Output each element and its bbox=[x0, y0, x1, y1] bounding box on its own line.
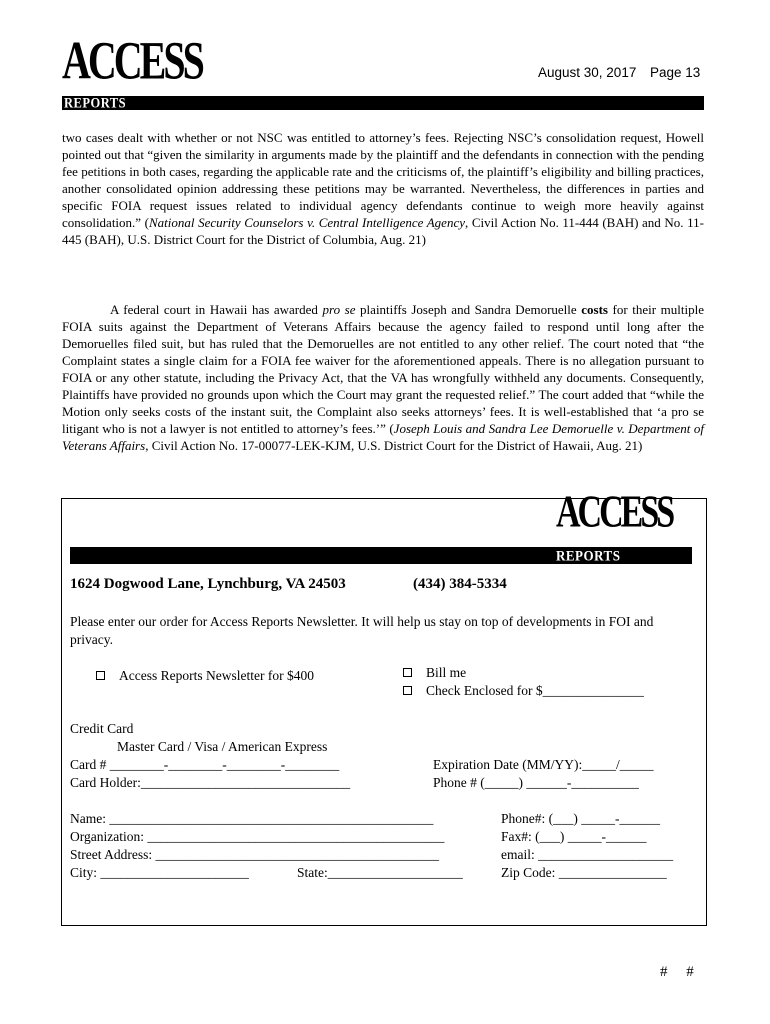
case-name: National Security Counselors v. Central Intelligence Agency bbox=[148, 215, 465, 230]
card-number-field[interactable]: Card # ________-________-________-________ bbox=[70, 757, 340, 772]
logo-wordmark: ACCESS bbox=[62, 29, 202, 91]
card-holder-field[interactable]: Card Holder:_______________________________ bbox=[70, 775, 351, 790]
logo-reports-label: REPORTS bbox=[64, 94, 127, 111]
paragraph-2-text: A federal court in Hawaii has awarded bbox=[110, 302, 323, 317]
phone-field[interactable]: Phone#: (___) _____-______ bbox=[501, 811, 660, 826]
paragraph-1-text: two cases dealt with whether or not NSC was entitled to attorney’s fees. Rejecting NSC’s consolidation request, Howell pointed out that “given the similarity in arguments made by the plaintiff and the defendants in connection with the pending fee petitions in both cases, regarding the applicable rate and the criticisms of, the plaintiff’s eligibility and billing practices, another consolidated opinion addressing these petitions may be warranted. Nevertheless, the differences in parties and specific FOIA request issues related to individual agency defendants continue to weigh more heavily against consolidation.” ( bbox=[62, 130, 704, 230]
article-paragraph-2 bbox=[62, 301, 704, 454]
case-citation: , Civil Action No. 11-444 (BAH) and No. 11-445 (BAH), U.S. District Court for the District of Columbia, Aug. 21) bbox=[62, 215, 704, 247]
checkbox-check-enclosed[interactable] bbox=[403, 686, 412, 695]
option-newsletter[interactable] bbox=[96, 667, 314, 685]
footer-end-marks: # # bbox=[660, 964, 694, 980]
form-address: 1624 Dogwood Lane, Lynchburg, VA 24503 bbox=[70, 576, 346, 592]
header-page: Page 13 bbox=[650, 65, 701, 80]
option-bill-me[interactable] bbox=[403, 664, 466, 682]
credit-card-label: Credit Card bbox=[70, 721, 134, 736]
header-date: August 30, 2017 bbox=[538, 65, 637, 80]
checkbox-newsletter[interactable] bbox=[96, 671, 105, 680]
paragraph-2-text: plaintiffs Joseph and Sandra Demoruelle bbox=[355, 302, 582, 317]
zip-code-field[interactable]: Zip Code: ________________ bbox=[501, 865, 667, 880]
case-citation: , Civil Action No. 17-00077-LEK-KJM, U.S. District Court for the District of Hawaii, Aug. 21) bbox=[145, 438, 643, 453]
checkbox-bill-me[interactable] bbox=[403, 668, 412, 677]
form-intro: Please enter our order for Access Reports Newsletter. It will help us stay on top of developments in FOI and privacy. bbox=[70, 614, 654, 647]
option-check-label: Check Enclosed for $_______________ bbox=[426, 683, 644, 698]
card-types: Master Card / Visa / American Express bbox=[117, 739, 328, 754]
name-field[interactable]: Name: ________________________________________________ bbox=[70, 811, 434, 826]
case-name: Joseph Louis and Sandra Lee Demoruelle v. Department of Veterans Affairs bbox=[62, 421, 704, 453]
state-field[interactable]: State:____________________ bbox=[297, 865, 463, 880]
pro-se-term: pro se bbox=[322, 302, 356, 317]
expiration-field[interactable]: Expiration Date (MM/YY):_____/_____ bbox=[433, 757, 654, 772]
paragraph-2-text: for their multiple FOIA suits against the Department of Veterans Affairs because the agency failed to respond until long after the Demoruelles filed suit, but has ruled that the Demoruelles are not entitled to any other relief. The court noted that “the Complaint states a single claim for a FOIA fee waiver for the aforementioned appeals. There is no allegation pursuant to FOIA or any other statute, including the Privacy Act, that the VA has wrongfully withheld any documents. Consequently, Plaintiffs have provided no grounds upon which the Court may grant the requested relief.” The court added that “while the Motion only seeks costs of the instant suit, the Complaint also seeks attorneys’ fees. It is well-established that ‘a pro se litigant who is not a lawyer is not entitled to attorney’s fees.’” ( bbox=[62, 302, 704, 436]
form-logo-wordmark: ACCESS bbox=[556, 487, 673, 538]
costs-term: costs bbox=[581, 302, 608, 317]
form-logo-reports-label: REPORTS bbox=[556, 546, 621, 565]
city-field[interactable]: City: ______________________ bbox=[70, 865, 249, 880]
article-paragraph-1 bbox=[62, 129, 704, 248]
street-address-field[interactable]: Street Address: __________________________________________ bbox=[70, 847, 439, 862]
email-field[interactable]: email: ____________________ bbox=[501, 847, 674, 862]
option-newsletter-label: Access Reports Newsletter for $400 bbox=[119, 668, 314, 683]
card-phone-field[interactable]: Phone # (_____) ______-__________ bbox=[433, 775, 639, 790]
option-bill-me-label: Bill me bbox=[426, 665, 467, 680]
option-check-enclosed[interactable] bbox=[403, 682, 644, 700]
fax-field[interactable]: Fax#: (___) _____-______ bbox=[501, 829, 647, 844]
header-bar bbox=[62, 96, 704, 110]
form-phone: (434) 384-5334 bbox=[413, 576, 507, 592]
organization-field[interactable]: Organization: ____________________________________________ bbox=[70, 829, 445, 844]
